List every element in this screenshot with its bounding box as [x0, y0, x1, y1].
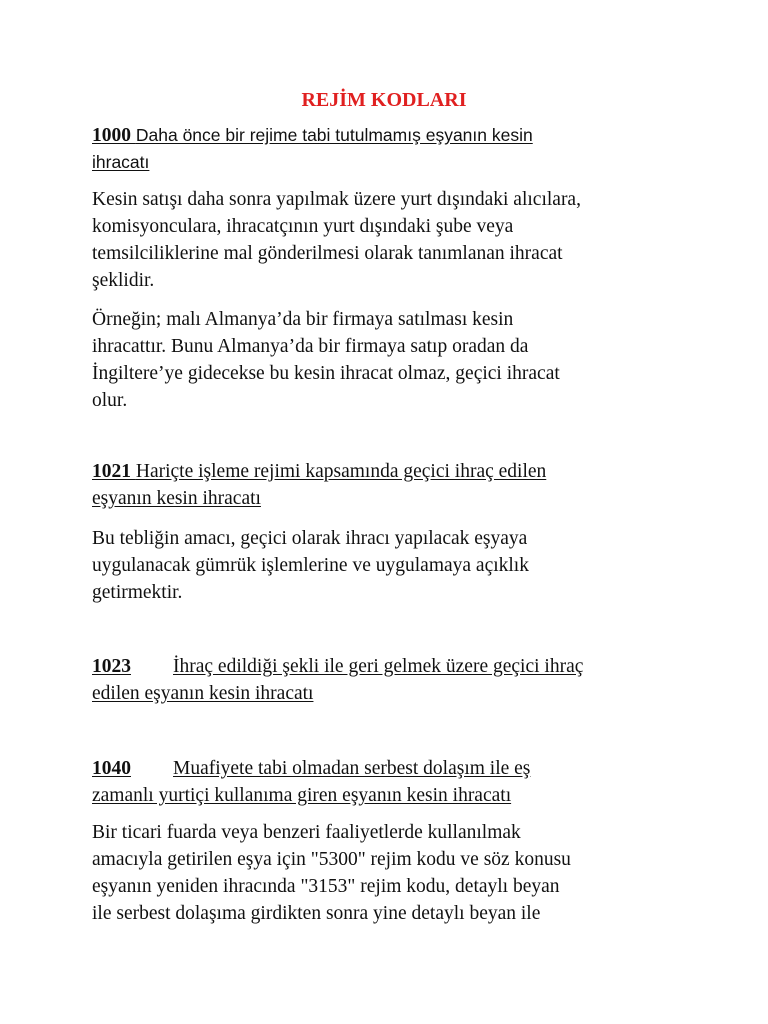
section-1023 — [92, 653, 692, 707]
paragraph — [92, 186, 692, 294]
text-line: şeklidir. — [92, 270, 155, 291]
page-title: REJİM KODLARI — [301, 89, 467, 111]
section-heading — [92, 653, 692, 707]
heading-line: Hariçte işleme rejimi kapsamında geçici ihraç edilen — [135, 461, 547, 482]
text-line: komisyonculara, ihracatçının yurt dışındaki şube veya — [92, 216, 514, 237]
text-line: olur. — [92, 390, 128, 411]
text-line: amacıyla getirilen eşya için "5300" rejim kodu ve söz konusu — [92, 849, 571, 870]
text-line: uygulanacak gümrük işlemlerine ve uygulamaya açıklık — [92, 555, 529, 576]
regime-code: 1040 — [92, 758, 131, 779]
text-line: İngiltere’ye gidecekse bu kesin ihracat olmaz, geçici ihracat — [92, 363, 560, 384]
section-heading — [92, 755, 692, 809]
section-1000 — [92, 122, 692, 176]
paragraph — [92, 525, 692, 606]
text-line: getirmektir. — [92, 582, 183, 603]
text-line: temsilciliklerine mal gönderilmesi olarak tanımlanan ihracat — [92, 243, 563, 264]
paragraph — [92, 306, 692, 414]
text-line: ile serbest dolaşıma girdikten sonra yine detaylı beyan ile — [92, 903, 541, 924]
text-line: eşyanın yeniden ihracında "3153" rejim kodu, detaylı beyan — [92, 876, 560, 897]
text-line: Kesin satışı daha sonra yapılmak üzere yurt dışındaki alıcılara, — [92, 189, 581, 210]
heading-line: ihracatı — [92, 152, 150, 172]
regime-code: 1021 — [92, 461, 131, 482]
text-line: Örneğin; malı Almanya’da bir firmaya satılması kesin — [92, 309, 514, 330]
heading-line: zamanlı yurtiçi kullanıma giren eşyanın kesin ihracatı — [92, 785, 512, 806]
heading-line: Daha önce bir rejime tabi tutulmamış eşyanın kesin — [135, 125, 533, 145]
regime-code: 1000 — [92, 125, 131, 146]
text-line: Bir ticari fuarda veya benzeri faaliyetlerde kullanılmak — [92, 822, 521, 843]
text-line: Bu tebliğin amacı, geçici olarak ihracı yapılacak eşyaya — [92, 528, 528, 549]
heading-line: Muafiyete tabi olmadan serbest dolaşım ile eş — [173, 758, 531, 779]
section-1021 — [92, 458, 692, 512]
section-heading — [92, 122, 692, 176]
section-heading — [92, 458, 692, 512]
text-line: ihracattır. Bunu Almanya’da bir firmaya satıp oradan da — [92, 336, 529, 357]
heading-line: İhraç edildiği şekli ile geri gelmek üzere geçici ihraç — [173, 656, 584, 677]
paragraph — [92, 819, 692, 927]
section-1040 — [92, 755, 692, 809]
regime-code: 1023 — [92, 656, 131, 677]
heading-line: eşyanın kesin ihracatı — [92, 488, 261, 509]
heading-line: edilen eşyanın kesin ihracatı — [92, 683, 314, 704]
